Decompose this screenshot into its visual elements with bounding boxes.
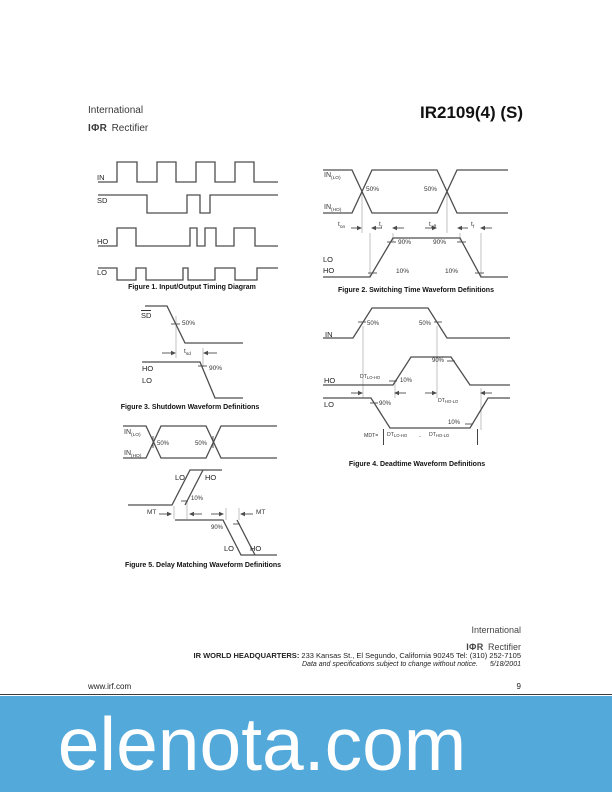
- fig2-output-trace: [323, 238, 508, 277]
- figure-2-waveforms: [318, 163, 516, 285]
- fig4-50pct-left: 50%: [367, 321, 380, 327]
- fig2-inlo-sub: (LO): [331, 175, 341, 181]
- fig4-50pct-right: 50%: [419, 321, 432, 327]
- notice-line: [60, 661, 521, 668]
- fig4-formula-minus: -: [419, 434, 421, 440]
- fig2-inlo-main: IN: [324, 172, 331, 179]
- fig1-sd-trace: [98, 195, 278, 213]
- fig3-ho-label: HO: [142, 364, 154, 373]
- fig2-tf-label: [471, 222, 474, 229]
- fig4-dt-holo-sub: HO-LO: [444, 399, 459, 405]
- fig5-10pct-label: 10%: [191, 496, 204, 502]
- fig5-ho-bot-label: HO: [250, 544, 262, 553]
- ir-logo-top: [88, 106, 148, 136]
- fig2-90pct-right: 90%: [433, 239, 447, 246]
- page-number: 9: [516, 682, 521, 691]
- fig5-mt-left-label: MT: [147, 509, 157, 516]
- figure-4-waveforms: [318, 300, 518, 452]
- fig2-50pct-left: 50%: [366, 186, 380, 193]
- fig4-dt-loho-sub: LO-HO: [366, 375, 381, 381]
- fig1-lo-label: LO: [97, 268, 108, 277]
- footer-ior-logo-mark: IΦR: [466, 642, 484, 652]
- fig4-mdt-label: MDT=: [364, 433, 379, 439]
- fig2-tr-main: t: [379, 221, 381, 228]
- fig2-toff-label: [429, 222, 436, 229]
- logo-rectifier-text: Rectifier: [111, 123, 149, 134]
- fig2-ho-label: HO: [323, 266, 335, 275]
- fig4-in-label: IN: [325, 330, 333, 339]
- fig4-dt-loho-label: [360, 375, 380, 380]
- footer-rule: [0, 694, 612, 695]
- fig2-ton-label: [338, 222, 345, 229]
- fig4-ho-trace: [323, 357, 510, 385]
- fig3-holo-trace: [142, 362, 243, 398]
- notice-text: Data and specifications subject to change without notice.: [302, 661, 478, 668]
- fig5-inho-sub: (HO): [131, 453, 142, 459]
- fig2-inho-main: IN: [324, 204, 331, 211]
- fig2-tf-main: t: [471, 221, 473, 228]
- fig2-10pct-right: 10%: [445, 268, 459, 275]
- fig3-tsd-sub: sd: [185, 351, 191, 357]
- elenota-watermark-banner[interactable]: [0, 696, 612, 792]
- fig2-inho-label: [324, 204, 341, 212]
- fig4-formula-dt1-main: DT: [387, 432, 394, 438]
- fig4-10pct-top: 10%: [400, 378, 413, 384]
- headquarters-bold: IR WORLD HEADQUARTERS:: [193, 651, 300, 660]
- fig2-ton-sub: on: [339, 224, 346, 230]
- fig5-ho-top-label: HO: [205, 473, 217, 482]
- fig4-ho-label: HO: [324, 376, 336, 385]
- fig4-abs-bar-right: [477, 429, 478, 445]
- fig4-formula-dt2-main: DT: [429, 432, 436, 438]
- figure-1-caption: Figure 1. Input/Output Timing Diagram: [128, 284, 256, 291]
- footer-logo-international: International: [471, 625, 521, 635]
- fig2-lo-label: LO: [323, 255, 334, 264]
- fig3-lo-label: LO: [142, 376, 153, 385]
- figure-1-waveforms: [90, 155, 285, 295]
- fig3-90pct-label: 90%: [209, 365, 223, 372]
- fig2-inlo-trace: [323, 170, 508, 213]
- fig4-in-trace: [323, 308, 510, 338]
- fig4-dt-holo-label: [438, 399, 458, 404]
- fig5-mt-right-label: MT: [256, 509, 266, 516]
- figure-4-caption: Figure 4. Deadtime Waveform Definitions: [348, 461, 486, 468]
- headquarters-address: 233 Kansas St., El Segundo, California 90245 Tel: (310) 252-7105: [299, 651, 521, 660]
- fig4-lo-label: LO: [324, 400, 335, 409]
- fig5-50pct-left: 50%: [157, 441, 170, 447]
- fig4-dt-holo-main: DT: [438, 398, 445, 404]
- fig4-90pct-bot: 90%: [379, 401, 392, 407]
- headquarters-line: [60, 651, 521, 660]
- fig1-lo-trace: [98, 268, 278, 280]
- fig2-inho-trace: [323, 170, 508, 213]
- fig5-inlo-main: IN: [124, 429, 131, 436]
- footer-logo-rectifier: Rectifier: [487, 642, 521, 652]
- fig2-10pct-left: 10%: [396, 268, 410, 275]
- ior-logo-mark: IΦR: [88, 123, 108, 134]
- fig2-tf-sub2: f: [472, 224, 475, 230]
- fig2-inlo-label: [324, 172, 341, 180]
- logo-international-text: International: [88, 105, 144, 116]
- fig2-toff-main: t: [429, 221, 431, 228]
- fig3-50pct-label: 50%: [182, 320, 196, 327]
- fig2-50pct-right: 50%: [424, 186, 438, 193]
- fig5-90pct-label: 90%: [211, 525, 224, 531]
- page-title: IR2109(4) (S): [420, 103, 523, 122]
- figure-5-caption: Figure 5. Delay Matching Waveform Definitions: [124, 562, 282, 569]
- elenota-watermark-text: elenota.com: [57, 701, 467, 786]
- figure-2-caption: Figure 2. Switching Time Waveform Definitions: [338, 287, 494, 294]
- fig4-lo-trace: [323, 398, 510, 428]
- fig5-inlo-label: [124, 429, 141, 437]
- fig1-in-trace: [98, 162, 278, 182]
- fig3-tsd-label: [184, 349, 191, 356]
- fig1-sd-label: SD: [97, 196, 108, 205]
- fig1-ho-trace: [98, 228, 278, 246]
- fig1-ho-label: HO: [97, 237, 109, 246]
- fig5-lo-top-label: LO: [175, 473, 186, 482]
- fig5-inho-main: IN: [124, 450, 131, 457]
- fig4-90pct-top: 90%: [432, 358, 445, 364]
- fig2-tr-label: [379, 222, 382, 229]
- fig2-tr-sub: r: [380, 224, 383, 230]
- fig3-sd-label: SD: [141, 311, 152, 320]
- figure-3-waveforms: [100, 298, 250, 406]
- fig4-dt-loho-main: DT: [360, 374, 367, 380]
- fig4-formula-dt1: [387, 433, 407, 438]
- fig2-90pct-left: 90%: [398, 239, 412, 246]
- fig5-lo-bot-label: LO: [224, 544, 235, 553]
- fig4-formula-dt1-sub: LO-HO: [393, 433, 408, 439]
- revision-date: 5/18/2001: [489, 661, 521, 668]
- fig5-inho-label: [124, 450, 141, 458]
- fig5-inlo-sub: (LO): [131, 432, 141, 438]
- fig2-inho-sub: (HO): [331, 207, 342, 213]
- irf-website-link[interactable]: www.irf.com: [88, 682, 132, 691]
- fig4-abs-bar-left: [383, 429, 384, 445]
- fig1-in-label: IN: [97, 173, 105, 182]
- figure-3-caption: Figure 3. Shutdown Waveform Definitions: [120, 404, 260, 411]
- fig4-formula-dt2: [429, 433, 449, 438]
- fig4-10pct-bot: 10%: [448, 420, 461, 426]
- fig3-tsd-main: t: [184, 348, 186, 355]
- fig2-toff-sub: off: [430, 224, 437, 230]
- fig5-50pct-right: 50%: [195, 441, 208, 447]
- fig2-ton-main: t: [338, 221, 340, 228]
- fig4-formula-dt2-sub: HO-LO: [435, 433, 450, 439]
